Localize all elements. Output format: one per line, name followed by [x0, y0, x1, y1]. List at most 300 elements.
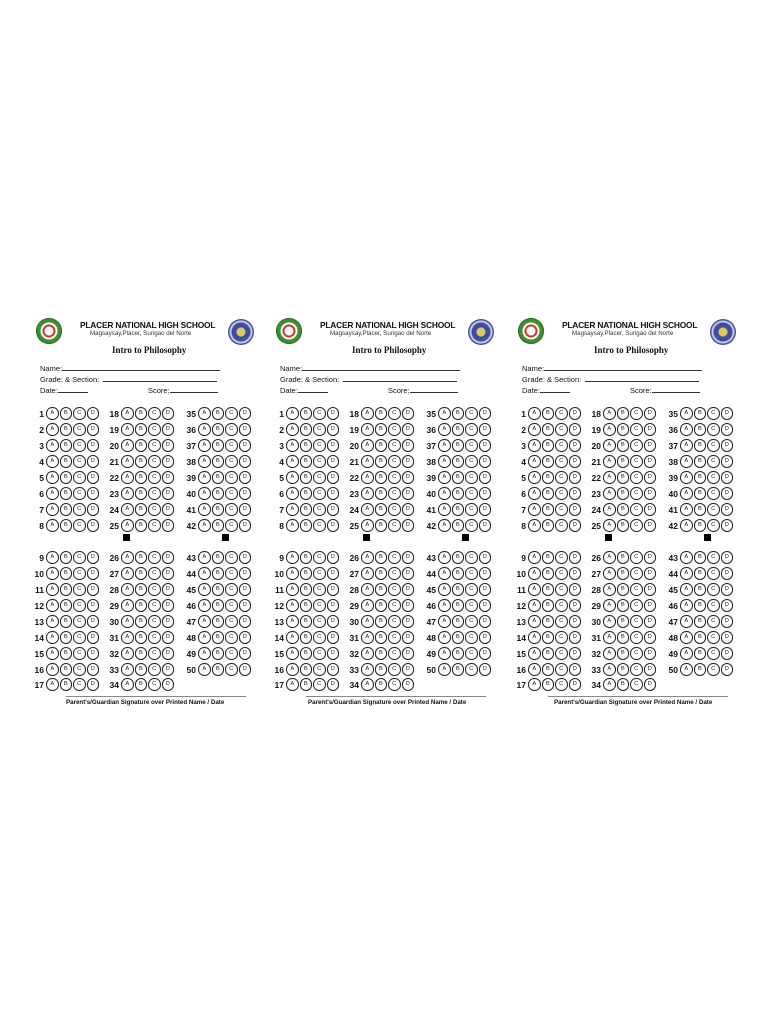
answer-bubble-a[interactable]: A: [121, 647, 134, 660]
answer-bubble-d[interactable]: D: [644, 439, 657, 452]
answer-bubble-c[interactable]: C: [630, 503, 643, 516]
answer-bubble-a[interactable]: A: [198, 407, 211, 420]
answer-bubble-b[interactable]: B: [60, 663, 73, 676]
answer-bubble-d[interactable]: D: [327, 455, 340, 468]
answer-bubble-d[interactable]: D: [162, 647, 175, 660]
answer-bubble-d[interactable]: D: [162, 471, 175, 484]
answer-bubble-d[interactable]: D: [327, 583, 340, 596]
answer-bubble-c[interactable]: C: [388, 487, 401, 500]
answer-bubble-c[interactable]: C: [555, 551, 568, 564]
answer-bubble-d[interactable]: D: [239, 631, 252, 644]
answer-bubble-b[interactable]: B: [452, 551, 465, 564]
answer-bubble-c[interactable]: C: [388, 471, 401, 484]
answer-bubble-d[interactable]: D: [402, 439, 415, 452]
answer-bubble-c[interactable]: C: [630, 615, 643, 628]
answer-bubble-c[interactable]: C: [313, 519, 326, 532]
answer-bubble-d[interactable]: D: [479, 455, 492, 468]
answer-bubble-a[interactable]: A: [603, 647, 616, 660]
answer-bubble-b[interactable]: B: [300, 583, 313, 596]
answer-bubble-c[interactable]: C: [388, 503, 401, 516]
answer-bubble-c[interactable]: C: [388, 615, 401, 628]
answer-bubble-d[interactable]: D: [402, 599, 415, 612]
answer-bubble-d[interactable]: D: [327, 678, 340, 691]
answer-bubble-a[interactable]: A: [603, 599, 616, 612]
answer-bubble-d[interactable]: D: [721, 503, 734, 516]
answer-bubble-b[interactable]: B: [375, 519, 388, 532]
answer-bubble-d[interactable]: D: [402, 519, 415, 532]
answer-bubble-b[interactable]: B: [617, 663, 630, 676]
answer-bubble-c[interactable]: C: [388, 567, 401, 580]
answer-bubble-c[interactable]: C: [465, 407, 478, 420]
answer-bubble-c[interactable]: C: [225, 599, 238, 612]
answer-bubble-d[interactable]: D: [644, 503, 657, 516]
answer-bubble-d[interactable]: D: [479, 503, 492, 516]
answer-bubble-d[interactable]: D: [162, 503, 175, 516]
answer-bubble-b[interactable]: B: [542, 615, 555, 628]
answer-bubble-b[interactable]: B: [694, 663, 707, 676]
answer-bubble-b[interactable]: B: [300, 647, 313, 660]
answer-bubble-a[interactable]: A: [680, 407, 693, 420]
answer-bubble-d[interactable]: D: [402, 407, 415, 420]
answer-bubble-c[interactable]: C: [555, 599, 568, 612]
answer-bubble-d[interactable]: D: [402, 487, 415, 500]
answer-bubble-b[interactable]: B: [135, 631, 148, 644]
answer-bubble-d[interactable]: D: [239, 471, 252, 484]
answer-bubble-b[interactable]: B: [452, 615, 465, 628]
answer-bubble-d[interactable]: D: [327, 487, 340, 500]
answer-bubble-b[interactable]: B: [135, 647, 148, 660]
answer-bubble-b[interactable]: B: [452, 487, 465, 500]
answer-bubble-a[interactable]: A: [286, 407, 299, 420]
answer-bubble-c[interactable]: C: [73, 567, 86, 580]
answer-bubble-a[interactable]: A: [286, 647, 299, 660]
answer-bubble-a[interactable]: A: [528, 663, 541, 676]
answer-bubble-b[interactable]: B: [60, 455, 73, 468]
answer-bubble-a[interactable]: A: [286, 423, 299, 436]
answer-bubble-d[interactable]: D: [402, 503, 415, 516]
answer-bubble-a[interactable]: A: [528, 631, 541, 644]
answer-bubble-c[interactable]: C: [73, 647, 86, 660]
answer-bubble-b[interactable]: B: [60, 439, 73, 452]
answer-bubble-b[interactable]: B: [300, 678, 313, 691]
answer-bubble-c[interactable]: C: [388, 678, 401, 691]
answer-bubble-b[interactable]: B: [212, 423, 225, 436]
answer-bubble-a[interactable]: A: [438, 519, 451, 532]
answer-bubble-c[interactable]: C: [148, 551, 161, 564]
answer-bubble-a[interactable]: A: [438, 423, 451, 436]
answer-bubble-b[interactable]: B: [694, 407, 707, 420]
answer-bubble-d[interactable]: D: [644, 678, 657, 691]
answer-bubble-d[interactable]: D: [402, 471, 415, 484]
answer-bubble-a[interactable]: A: [528, 455, 541, 468]
answer-bubble-c[interactable]: C: [388, 439, 401, 452]
answer-bubble-c[interactable]: C: [73, 503, 86, 516]
answer-bubble-d[interactable]: D: [87, 647, 100, 660]
answer-bubble-b[interactable]: B: [375, 551, 388, 564]
answer-bubble-b[interactable]: B: [694, 519, 707, 532]
answer-bubble-c[interactable]: C: [73, 599, 86, 612]
answer-bubble-c[interactable]: C: [148, 583, 161, 596]
answer-bubble-b[interactable]: B: [617, 455, 630, 468]
answer-bubble-c[interactable]: C: [707, 471, 720, 484]
answer-bubble-d[interactable]: D: [569, 631, 582, 644]
answer-bubble-c[interactable]: C: [465, 487, 478, 500]
answer-bubble-c[interactable]: C: [465, 519, 478, 532]
answer-bubble-c[interactable]: C: [630, 423, 643, 436]
answer-bubble-d[interactable]: D: [162, 487, 175, 500]
answer-bubble-a[interactable]: A: [361, 439, 374, 452]
answer-bubble-b[interactable]: B: [212, 407, 225, 420]
answer-bubble-d[interactable]: D: [479, 407, 492, 420]
answer-bubble-d[interactable]: D: [239, 583, 252, 596]
answer-bubble-b[interactable]: B: [694, 455, 707, 468]
answer-bubble-c[interactable]: C: [630, 519, 643, 532]
answer-bubble-c[interactable]: C: [148, 519, 161, 532]
answer-bubble-c[interactable]: C: [313, 423, 326, 436]
answer-bubble-c[interactable]: C: [630, 583, 643, 596]
answer-bubble-a[interactable]: A: [46, 455, 59, 468]
answer-bubble-b[interactable]: B: [452, 567, 465, 580]
answer-bubble-b[interactable]: B: [60, 487, 73, 500]
answer-bubble-b[interactable]: B: [452, 599, 465, 612]
answer-bubble-c[interactable]: C: [388, 647, 401, 660]
answer-bubble-b[interactable]: B: [300, 471, 313, 484]
answer-bubble-b[interactable]: B: [212, 503, 225, 516]
answer-bubble-d[interactable]: D: [479, 423, 492, 436]
answer-bubble-a[interactable]: A: [46, 615, 59, 628]
answer-bubble-d[interactable]: D: [569, 583, 582, 596]
answer-bubble-a[interactable]: A: [603, 678, 616, 691]
answer-bubble-b[interactable]: B: [694, 583, 707, 596]
answer-bubble-a[interactable]: A: [528, 487, 541, 500]
answer-bubble-a[interactable]: A: [121, 663, 134, 676]
answer-bubble-b[interactable]: B: [300, 439, 313, 452]
answer-bubble-a[interactable]: A: [198, 663, 211, 676]
answer-bubble-d[interactable]: D: [402, 663, 415, 676]
answer-bubble-b[interactable]: B: [375, 599, 388, 612]
answer-bubble-a[interactable]: A: [528, 678, 541, 691]
answer-bubble-a[interactable]: A: [46, 407, 59, 420]
answer-bubble-a[interactable]: A: [361, 663, 374, 676]
answer-bubble-b[interactable]: B: [300, 599, 313, 612]
answer-bubble-a[interactable]: A: [603, 503, 616, 516]
answer-bubble-b[interactable]: B: [694, 439, 707, 452]
answer-bubble-a[interactable]: A: [46, 678, 59, 691]
answer-bubble-b[interactable]: B: [60, 599, 73, 612]
answer-bubble-d[interactable]: D: [402, 583, 415, 596]
answer-bubble-a[interactable]: A: [603, 487, 616, 500]
answer-bubble-a[interactable]: A: [286, 471, 299, 484]
answer-bubble-a[interactable]: A: [528, 423, 541, 436]
answer-bubble-b[interactable]: B: [135, 471, 148, 484]
answer-bubble-a[interactable]: A: [528, 439, 541, 452]
answer-bubble-a[interactable]: A: [680, 455, 693, 468]
answer-bubble-a[interactable]: A: [361, 551, 374, 564]
answer-bubble-b[interactable]: B: [542, 647, 555, 660]
answer-bubble-a[interactable]: A: [438, 615, 451, 628]
answer-bubble-d[interactable]: D: [479, 567, 492, 580]
answer-bubble-b[interactable]: B: [135, 678, 148, 691]
answer-bubble-d[interactable]: D: [327, 519, 340, 532]
answer-bubble-b[interactable]: B: [60, 567, 73, 580]
answer-bubble-b[interactable]: B: [375, 663, 388, 676]
answer-bubble-a[interactable]: A: [361, 487, 374, 500]
answer-bubble-c[interactable]: C: [388, 423, 401, 436]
answer-bubble-a[interactable]: A: [438, 487, 451, 500]
answer-bubble-c[interactable]: C: [707, 455, 720, 468]
answer-bubble-a[interactable]: A: [603, 471, 616, 484]
answer-bubble-b[interactable]: B: [300, 503, 313, 516]
answer-bubble-c[interactable]: C: [148, 631, 161, 644]
answer-bubble-d[interactable]: D: [162, 439, 175, 452]
answer-bubble-c[interactable]: C: [707, 663, 720, 676]
answer-bubble-a[interactable]: A: [121, 455, 134, 468]
answer-bubble-b[interactable]: B: [452, 407, 465, 420]
answer-bubble-b[interactable]: B: [542, 455, 555, 468]
answer-bubble-a[interactable]: A: [680, 519, 693, 532]
answer-bubble-a[interactable]: A: [121, 631, 134, 644]
answer-bubble-d[interactable]: D: [569, 519, 582, 532]
answer-bubble-d[interactable]: D: [239, 503, 252, 516]
answer-bubble-b[interactable]: B: [212, 455, 225, 468]
answer-bubble-b[interactable]: B: [452, 423, 465, 436]
answer-bubble-c[interactable]: C: [555, 423, 568, 436]
answer-bubble-d[interactable]: D: [644, 599, 657, 612]
answer-bubble-b[interactable]: B: [135, 407, 148, 420]
answer-bubble-d[interactable]: D: [87, 439, 100, 452]
answer-bubble-d[interactable]: D: [87, 631, 100, 644]
answer-bubble-a[interactable]: A: [680, 471, 693, 484]
answer-bubble-d[interactable]: D: [327, 423, 340, 436]
answer-bubble-d[interactable]: D: [402, 423, 415, 436]
answer-bubble-a[interactable]: A: [528, 519, 541, 532]
answer-bubble-d[interactable]: D: [239, 551, 252, 564]
answer-bubble-b[interactable]: B: [617, 487, 630, 500]
answer-bubble-d[interactable]: D: [569, 663, 582, 676]
answer-bubble-c[interactable]: C: [313, 615, 326, 628]
answer-bubble-c[interactable]: C: [388, 583, 401, 596]
answer-bubble-d[interactable]: D: [644, 471, 657, 484]
answer-bubble-b[interactable]: B: [617, 615, 630, 628]
answer-bubble-a[interactable]: A: [121, 439, 134, 452]
answer-bubble-a[interactable]: A: [121, 678, 134, 691]
answer-bubble-c[interactable]: C: [148, 503, 161, 516]
answer-bubble-b[interactable]: B: [375, 423, 388, 436]
answer-bubble-c[interactable]: C: [465, 663, 478, 676]
answer-bubble-b[interactable]: B: [617, 503, 630, 516]
answer-bubble-a[interactable]: A: [286, 567, 299, 580]
answer-bubble-c[interactable]: C: [225, 551, 238, 564]
answer-bubble-c[interactable]: C: [465, 503, 478, 516]
answer-bubble-a[interactable]: A: [680, 583, 693, 596]
answer-bubble-b[interactable]: B: [135, 567, 148, 580]
answer-bubble-a[interactable]: A: [198, 599, 211, 612]
answer-bubble-d[interactable]: D: [239, 567, 252, 580]
answer-bubble-b[interactable]: B: [617, 439, 630, 452]
answer-bubble-c[interactable]: C: [707, 551, 720, 564]
answer-bubble-a[interactable]: A: [121, 471, 134, 484]
answer-bubble-d[interactable]: D: [644, 519, 657, 532]
answer-bubble-c[interactable]: C: [313, 455, 326, 468]
answer-bubble-d[interactable]: D: [239, 407, 252, 420]
answer-bubble-a[interactable]: A: [286, 503, 299, 516]
answer-bubble-a[interactable]: A: [603, 423, 616, 436]
answer-bubble-c[interactable]: C: [555, 439, 568, 452]
answer-bubble-c[interactable]: C: [388, 551, 401, 564]
answer-bubble-a[interactable]: A: [121, 551, 134, 564]
answer-bubble-d[interactable]: D: [644, 455, 657, 468]
answer-bubble-a[interactable]: A: [286, 615, 299, 628]
answer-bubble-d[interactable]: D: [569, 503, 582, 516]
answer-bubble-c[interactable]: C: [465, 599, 478, 612]
answer-bubble-c[interactable]: C: [555, 503, 568, 516]
answer-bubble-b[interactable]: B: [694, 471, 707, 484]
answer-bubble-c[interactable]: C: [707, 615, 720, 628]
answer-bubble-d[interactable]: D: [327, 615, 340, 628]
answer-bubble-a[interactable]: A: [361, 455, 374, 468]
answer-bubble-c[interactable]: C: [73, 487, 86, 500]
answer-bubble-a[interactable]: A: [46, 503, 59, 516]
answer-bubble-d[interactable]: D: [87, 471, 100, 484]
answer-bubble-c[interactable]: C: [555, 471, 568, 484]
answer-bubble-b[interactable]: B: [452, 455, 465, 468]
answer-bubble-a[interactable]: A: [121, 583, 134, 596]
answer-bubble-c[interactable]: C: [630, 631, 643, 644]
answer-bubble-c[interactable]: C: [707, 439, 720, 452]
answer-bubble-c[interactable]: C: [148, 455, 161, 468]
answer-bubble-c[interactable]: C: [225, 631, 238, 644]
answer-bubble-d[interactable]: D: [644, 407, 657, 420]
answer-bubble-d[interactable]: D: [162, 567, 175, 580]
answer-bubble-c[interactable]: C: [388, 599, 401, 612]
answer-bubble-b[interactable]: B: [452, 439, 465, 452]
answer-bubble-b[interactable]: B: [300, 551, 313, 564]
answer-bubble-b[interactable]: B: [60, 647, 73, 660]
answer-bubble-a[interactable]: A: [46, 663, 59, 676]
answer-bubble-a[interactable]: A: [46, 487, 59, 500]
answer-bubble-b[interactable]: B: [542, 583, 555, 596]
answer-bubble-b[interactable]: B: [135, 519, 148, 532]
answer-bubble-b[interactable]: B: [694, 551, 707, 564]
answer-bubble-b[interactable]: B: [300, 567, 313, 580]
answer-bubble-a[interactable]: A: [286, 631, 299, 644]
answer-bubble-a[interactable]: A: [198, 647, 211, 660]
answer-bubble-a[interactable]: A: [46, 423, 59, 436]
answer-bubble-a[interactable]: A: [46, 471, 59, 484]
answer-bubble-d[interactable]: D: [721, 423, 734, 436]
answer-bubble-a[interactable]: A: [121, 407, 134, 420]
answer-bubble-b[interactable]: B: [452, 583, 465, 596]
answer-bubble-c[interactable]: C: [73, 471, 86, 484]
answer-bubble-a[interactable]: A: [121, 423, 134, 436]
answer-bubble-d[interactable]: D: [402, 631, 415, 644]
answer-bubble-a[interactable]: A: [528, 647, 541, 660]
answer-bubble-d[interactable]: D: [479, 647, 492, 660]
answer-bubble-d[interactable]: D: [644, 567, 657, 580]
answer-bubble-d[interactable]: D: [87, 567, 100, 580]
answer-bubble-c[interactable]: C: [148, 615, 161, 628]
answer-bubble-a[interactable]: A: [198, 439, 211, 452]
answer-bubble-d[interactable]: D: [569, 455, 582, 468]
answer-bubble-b[interactable]: B: [375, 615, 388, 628]
answer-bubble-c[interactable]: C: [73, 551, 86, 564]
answer-bubble-a[interactable]: A: [438, 599, 451, 612]
answer-bubble-d[interactable]: D: [87, 551, 100, 564]
answer-bubble-c[interactable]: C: [630, 663, 643, 676]
answer-bubble-c[interactable]: C: [73, 663, 86, 676]
answer-bubble-a[interactable]: A: [121, 487, 134, 500]
answer-bubble-c[interactable]: C: [465, 423, 478, 436]
answer-bubble-b[interactable]: B: [300, 407, 313, 420]
answer-bubble-d[interactable]: D: [162, 551, 175, 564]
answer-bubble-a[interactable]: A: [528, 407, 541, 420]
answer-bubble-d[interactable]: D: [569, 647, 582, 660]
answer-bubble-b[interactable]: B: [135, 615, 148, 628]
answer-bubble-b[interactable]: B: [542, 439, 555, 452]
answer-bubble-b[interactable]: B: [617, 599, 630, 612]
answer-bubble-c[interactable]: C: [707, 487, 720, 500]
answer-bubble-b[interactable]: B: [694, 631, 707, 644]
answer-bubble-d[interactable]: D: [721, 471, 734, 484]
answer-bubble-d[interactable]: D: [327, 663, 340, 676]
answer-bubble-b[interactable]: B: [300, 519, 313, 532]
answer-bubble-a[interactable]: A: [121, 519, 134, 532]
answer-bubble-c[interactable]: C: [555, 487, 568, 500]
answer-bubble-a[interactable]: A: [528, 599, 541, 612]
answer-bubble-a[interactable]: A: [198, 583, 211, 596]
answer-bubble-d[interactable]: D: [327, 631, 340, 644]
answer-bubble-b[interactable]: B: [300, 615, 313, 628]
answer-bubble-b[interactable]: B: [60, 631, 73, 644]
answer-bubble-c[interactable]: C: [225, 663, 238, 676]
answer-bubble-b[interactable]: B: [617, 631, 630, 644]
answer-bubble-a[interactable]: A: [603, 615, 616, 628]
answer-bubble-d[interactable]: D: [479, 615, 492, 628]
answer-bubble-a[interactable]: A: [198, 631, 211, 644]
answer-bubble-d[interactable]: D: [239, 519, 252, 532]
answer-bubble-b[interactable]: B: [212, 631, 225, 644]
answer-bubble-a[interactable]: A: [121, 599, 134, 612]
answer-bubble-b[interactable]: B: [617, 423, 630, 436]
answer-bubble-c[interactable]: C: [465, 439, 478, 452]
answer-bubble-b[interactable]: B: [60, 519, 73, 532]
answer-bubble-c[interactable]: C: [465, 631, 478, 644]
answer-bubble-a[interactable]: A: [361, 599, 374, 612]
answer-bubble-b[interactable]: B: [212, 567, 225, 580]
answer-bubble-c[interactable]: C: [313, 663, 326, 676]
answer-bubble-a[interactable]: A: [198, 615, 211, 628]
answer-bubble-c[interactable]: C: [225, 519, 238, 532]
answer-bubble-b[interactable]: B: [135, 599, 148, 612]
answer-bubble-d[interactable]: D: [402, 647, 415, 660]
answer-bubble-d[interactable]: D: [479, 663, 492, 676]
answer-bubble-a[interactable]: A: [46, 583, 59, 596]
answer-bubble-b[interactable]: B: [212, 519, 225, 532]
answer-bubble-d[interactable]: D: [721, 663, 734, 676]
answer-bubble-b[interactable]: B: [375, 439, 388, 452]
answer-bubble-c[interactable]: C: [388, 663, 401, 676]
answer-bubble-c[interactable]: C: [148, 439, 161, 452]
answer-bubble-d[interactable]: D: [162, 631, 175, 644]
answer-bubble-d[interactable]: D: [239, 439, 252, 452]
answer-bubble-b[interactable]: B: [694, 567, 707, 580]
answer-bubble-d[interactable]: D: [569, 615, 582, 628]
answer-bubble-d[interactable]: D: [721, 519, 734, 532]
answer-bubble-c[interactable]: C: [225, 567, 238, 580]
answer-bubble-c[interactable]: C: [707, 567, 720, 580]
answer-bubble-a[interactable]: A: [46, 599, 59, 612]
answer-bubble-a[interactable]: A: [198, 487, 211, 500]
